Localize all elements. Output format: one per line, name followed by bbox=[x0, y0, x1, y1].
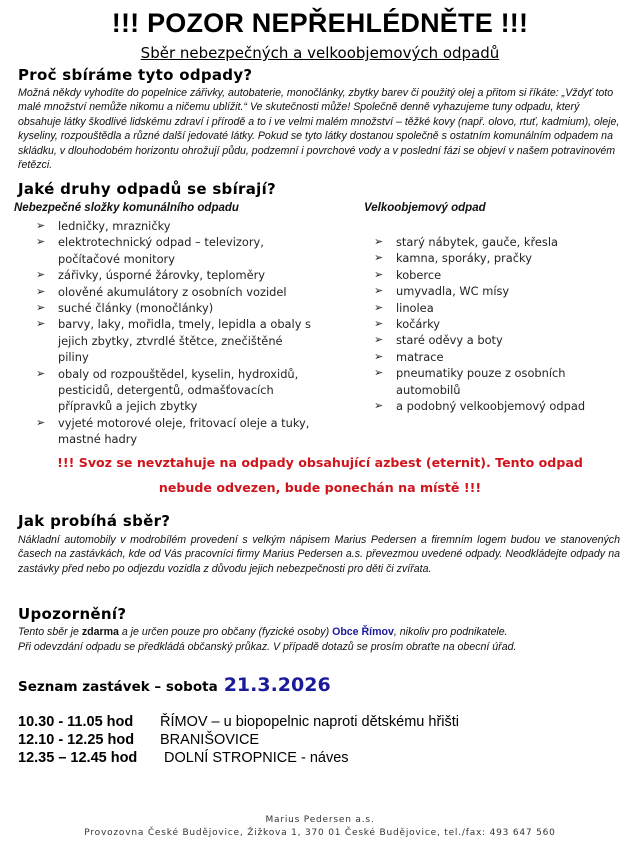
list-item bbox=[36, 218, 316, 234]
arrowhead-bullet-icon: ➢ bbox=[374, 251, 384, 265]
arrowhead-bullet-icon: ➢ bbox=[374, 267, 384, 281]
why-heading: Proč sbíráme tyto odpady? bbox=[18, 66, 253, 84]
stops-heading bbox=[18, 674, 331, 696]
arrowhead-bullet-icon: ➢ bbox=[36, 268, 46, 282]
list-item bbox=[36, 284, 316, 300]
list-item-text: ledničky, mrazničky bbox=[58, 219, 171, 233]
list-item-text: koberce bbox=[396, 267, 442, 282]
stop-time: 10.30 - 11.05 hod bbox=[18, 714, 134, 730]
notice-line-2: Při odevzdání odpadu se předkládá občanský průkaz. V případě dotazů se prosím obraťte na obecní úřad. bbox=[18, 641, 517, 653]
bulky-heading: Velkoobjemový odpad bbox=[364, 202, 486, 214]
list-item-text: umyvadla, WC mísy bbox=[396, 284, 510, 299]
list-item bbox=[36, 234, 316, 267]
arrowhead-bullet-icon: ➢ bbox=[36, 415, 46, 429]
stops-heading-label: Seznam zastávek – sobota bbox=[18, 679, 218, 695]
list-item bbox=[374, 365, 624, 398]
arrowhead-bullet-icon: ➢ bbox=[374, 349, 384, 363]
notice-municipality: Obce Římov bbox=[332, 626, 394, 638]
stops-date: 21.3.2026 bbox=[223, 674, 331, 696]
list-item-text: staré oděvy a boty bbox=[396, 333, 503, 348]
page-title: !!! POZOR NEPŘEHLÉDNĚTE !!! bbox=[111, 8, 529, 38]
stop-row bbox=[18, 714, 459, 730]
stop-place: ŘÍMOV – u biopopelnic naproti dětskému hřišti bbox=[160, 714, 460, 730]
arrowhead-bullet-icon: ➢ bbox=[374, 300, 384, 314]
stop-row bbox=[18, 750, 349, 766]
list-item bbox=[374, 349, 624, 365]
footer-address: Provozovna České Budějovice, Žižkova 1, 370 01 České Budějovice, tel./fax: 493 647 560 bbox=[84, 828, 556, 838]
list-item bbox=[36, 316, 316, 365]
list-item-text: kočárky bbox=[396, 317, 441, 332]
arrowhead-bullet-icon: ➢ bbox=[374, 366, 384, 380]
stop-place: DOLNÍ STROPNICE - náves bbox=[164, 750, 349, 766]
arrowhead-bullet-icon: ➢ bbox=[374, 284, 384, 298]
hazardous-heading: Nebezpečné složky komunálního odpadu bbox=[14, 202, 239, 214]
list-item-text: suché články (monočlánky) bbox=[58, 301, 214, 316]
stop-place: BRANIŠOVICE bbox=[160, 732, 260, 748]
page-subtitle: Sběr nebezpečných a velkoobjemových odpadů bbox=[140, 44, 500, 62]
list-item bbox=[36, 366, 316, 415]
stop-time: 12.10 - 12.25 hod bbox=[18, 732, 135, 748]
list-item bbox=[374, 332, 624, 348]
arrowhead-bullet-icon: ➢ bbox=[36, 219, 46, 232]
how-heading: Jak probíhá sběr? bbox=[18, 512, 171, 530]
list-item bbox=[36, 300, 316, 316]
list-item bbox=[374, 316, 624, 332]
list-item-text: a podobný velkoobjemový odpad bbox=[396, 399, 586, 414]
notice-heading: Upozornění? bbox=[18, 605, 127, 623]
why-paragraph: Možná někdy vyhodíte do popelnice zářivky, autobaterie, monočlánky, zbytky barev či použitý olej a přitom si říkáte: „Vždyť toto malé množství nemůže nikomu a ničemu ublížit.“ Ve skutečnosti může! Společně denně vyhazujeme tuny odpadu, který obsahuje látky škodlivé lidskému zdraví i přírodě a to i ve velmi malém množství – těžké kovy (např. olovo, rtuť, kadmium), oleje, kyseliny, rozpouštědla a různé další jedovaté látky. Pokud se tyto látky dostanou společně s ostatním komunálním odpadem na skládku, v dlouhodobém horizontu ohrožují půdu, podzemní i povrchové vody a v poslední fázi se objeví v našem potravinovém řetězci. bbox=[18, 87, 620, 172]
list-item-text: zářivky, úsporné žárovky, teploměry bbox=[58, 268, 266, 283]
arrowhead-bullet-icon: ➢ bbox=[36, 366, 46, 380]
arrowhead-bullet-icon: ➢ bbox=[374, 333, 384, 347]
list-item-text: olověné akumulátory z osobních vozidel bbox=[58, 284, 287, 299]
arrowhead-bullet-icon: ➢ bbox=[374, 399, 384, 413]
list-item-text: matrace bbox=[396, 349, 444, 364]
stop-row bbox=[18, 732, 259, 748]
list-item-text: starý nábytek, gauče, křesla bbox=[396, 235, 558, 249]
bulky-list bbox=[374, 234, 624, 414]
arrowhead-bullet-icon: ➢ bbox=[374, 317, 384, 331]
list-item-text: obaly od rozpouštědel, kyselin, hydroxidů, pesticidů, detergentů, odmašťovacích přípravků a jejich zbytky bbox=[58, 366, 299, 414]
notice-text-b: a je určen pouze pro občany (fyzické osoby) bbox=[118, 626, 333, 638]
arrowhead-bullet-icon: ➢ bbox=[36, 317, 46, 331]
list-item bbox=[374, 267, 624, 283]
arrowhead-bullet-icon: ➢ bbox=[36, 235, 46, 249]
list-item-text: kamna, sporáky, pračky bbox=[396, 251, 532, 266]
stop-time: 12.35 – 12.45 hod bbox=[18, 750, 138, 766]
footer-company: Marius Pedersen a.s. bbox=[265, 815, 375, 825]
list-item bbox=[36, 415, 316, 448]
list-item-text: vyjeté motorové oleje, fritovací oleje a tuky, mastné hadry bbox=[58, 415, 310, 447]
kinds-heading: Jaké druhy odpadů se sbírají? bbox=[18, 180, 277, 198]
arrowhead-bullet-icon: ➢ bbox=[36, 301, 46, 315]
list-item bbox=[374, 283, 624, 299]
list-item-text: barvy, laky, mořidla, tmely, lepidla a obaly s jejich zbytky, ztvrdlé štětce, znečištěné piliny bbox=[58, 317, 311, 365]
list-item bbox=[374, 234, 624, 250]
arrowhead-bullet-icon: ➢ bbox=[374, 235, 384, 248]
notice-text-a: Tento sběr je bbox=[18, 626, 82, 638]
list-item-text: pneumatiky pouze z osobních automobilů bbox=[396, 366, 566, 397]
warning-line-1: !!! Svoz se nevztahuje na odpady obsahující azbest (eternit). Tento odpad bbox=[57, 455, 583, 470]
how-paragraph: Nákladní automobily v modrobílém provedení s velkým nápisem Marius Pedersen a firemním logem budou ve stanovených časech na zastávkách, kde od Vás pracovníci firmy Marius Pedersen a.s. převezmou uvedené odpady. Neodkládejte odpady na zastávky před nebo po odjezdu vozidla z důvodu jejich nebezpečnosti pro děti či zvířata. bbox=[18, 534, 620, 575]
list-item bbox=[36, 267, 316, 283]
notice-free: zdarma bbox=[81, 626, 119, 638]
notice-text-c: , nikoliv pro podnikatele. bbox=[393, 626, 508, 638]
notice-line-1 bbox=[18, 625, 628, 639]
hazardous-list bbox=[36, 218, 316, 448]
list-item bbox=[374, 300, 624, 316]
list-item-text: linolea bbox=[396, 300, 434, 315]
warning-line-2: nebude odvezen, bude ponechán na místě !!! bbox=[158, 480, 482, 495]
list-item bbox=[374, 250, 624, 266]
arrowhead-bullet-icon: ➢ bbox=[36, 284, 46, 298]
list-item bbox=[374, 398, 624, 414]
list-item-text: elektrotechnický odpad – televizory, počítačové monitory bbox=[58, 235, 264, 266]
